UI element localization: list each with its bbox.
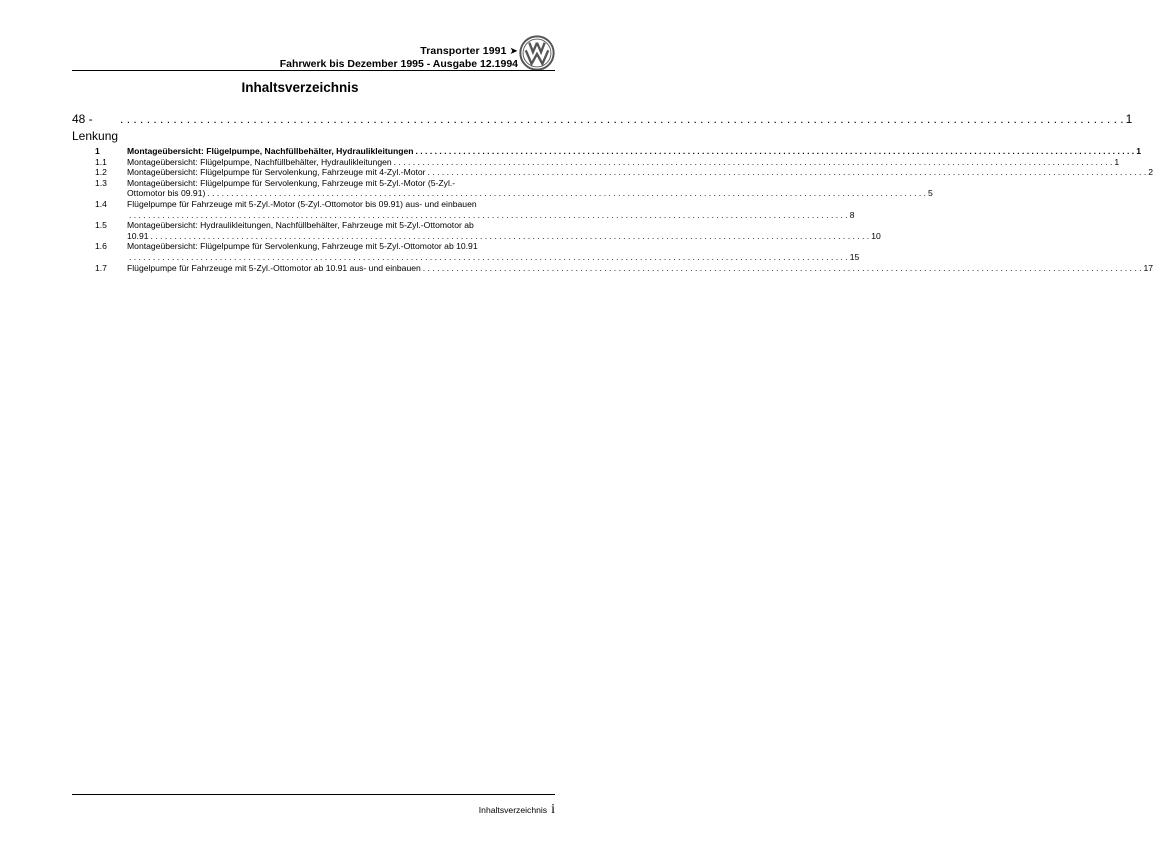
arrow-right-icon: ➤ — [509, 46, 518, 57]
entry-page: 5 — [928, 188, 933, 199]
toc-entry-1-4[interactable] — [72, 198, 855, 220]
page-number: i — [551, 802, 555, 817]
entry-page: 17 — [1143, 262, 1153, 273]
toc-entry-1[interactable] — [72, 146, 1141, 157]
page-footer — [479, 802, 555, 818]
entry-page: 2 — [1148, 167, 1153, 178]
dot-leader — [423, 263, 1142, 274]
entry-number: 1.7 — [95, 262, 107, 273]
toc-entry-1-5[interactable] — [72, 220, 881, 241]
toc-entry-1-7[interactable] — [72, 262, 1153, 274]
dot-leader — [394, 157, 1113, 168]
entry-title-line-1: Flügelpumpe für Fahrzeuge mit 5-Zyl.-Motor (5-Zyl.-Ottomotor bis 09.91) aus- und einbauen — [127, 198, 477, 209]
toc-chapter[interactable] — [72, 111, 1133, 145]
header-line-1: Transporter 1991 ➤ — [420, 45, 518, 57]
toc-entry-1-3[interactable] — [72, 177, 933, 199]
dot-leader — [416, 146, 1135, 157]
dot-leader — [129, 210, 848, 221]
entry-title-line-2: Ottomotor bis 09.91) — [127, 188, 206, 199]
footer-divider — [72, 794, 555, 795]
entry-page: 1 — [1114, 156, 1120, 167]
entry-title-line-2: 10.91 — [127, 230, 149, 241]
entry-page: 8 — [849, 209, 855, 220]
entry-page: 1 — [1136, 146, 1141, 156]
entry-number: 1.4 — [95, 198, 107, 209]
header-line-2: Fahrwerk bis Dezember 1995 - Ausgabe 12.1994 — [279, 58, 518, 70]
footer-label: Inhaltsverzeichnis — [478, 805, 548, 815]
entry-page: 15 — [849, 251, 860, 262]
entry-number: 1.5 — [95, 220, 107, 231]
table-of-contents — [72, 111, 1153, 273]
toc-entry-1-2[interactable] — [72, 167, 1153, 178]
entry-page: 10 — [871, 230, 881, 241]
entry-title-line-1: Montageübersicht: Flügelpumpe für Servolenkung, Fahrzeuge mit 5-Zyl.-Ottomotor ab 10.91 — [127, 241, 478, 252]
entry-title: Montageübersicht: Flügelpumpe, Nachfüllbehälter, Hydraulikleitungen — [127, 146, 414, 156]
dot-leader — [120, 111, 1124, 128]
entry-number: 1 — [95, 146, 100, 156]
header-divider — [72, 70, 555, 71]
chapter-label: 48 - Lenkung — [72, 112, 119, 143]
dot-leader — [129, 252, 848, 263]
entry-title: Montageübersicht: Flügelpumpe für Servolenkung, Fahrzeuge mit 4-Zyl.-Motor — [127, 167, 426, 178]
toc-entry-1-1[interactable] — [72, 156, 1120, 168]
entry-title: Flügelpumpe für Fahrzeuge mit 5-Zyl.-Ottomotor ab 10.91 aus- und einbauen — [127, 262, 421, 273]
entry-title-line-1: Montageübersicht: Flügelpumpe für Servolenkung, Fahrzeuge mit 5-Zyl.-Motor (5-Zyl.- — [127, 177, 456, 188]
page-title: Inhaltsverzeichnis — [241, 80, 359, 95]
toc-entry-1-6[interactable] — [72, 241, 860, 262]
vw-logo-icon — [519, 35, 555, 71]
entry-number: 1.2 — [95, 167, 107, 178]
chapter-page: 1 — [1125, 112, 1133, 126]
entry-number: 1.1 — [95, 156, 107, 167]
page-header — [280, 45, 518, 71]
dot-leader — [151, 231, 870, 242]
entry-title: Montageübersicht: Flügelpumpe, Nachfüllbehälter, Hydraulikleitungen — [127, 156, 392, 167]
entry-number: 1.6 — [95, 241, 107, 252]
dot-leader — [428, 167, 1147, 178]
entry-title-line-1: Montageübersicht: Hydraulikleitungen, Nachfüllbehälter, Fahrzeuge mit 5-Zyl.-Ottomotor ab — [127, 220, 474, 231]
dot-leader — [207, 188, 926, 199]
entry-number: 1.3 — [95, 177, 107, 188]
